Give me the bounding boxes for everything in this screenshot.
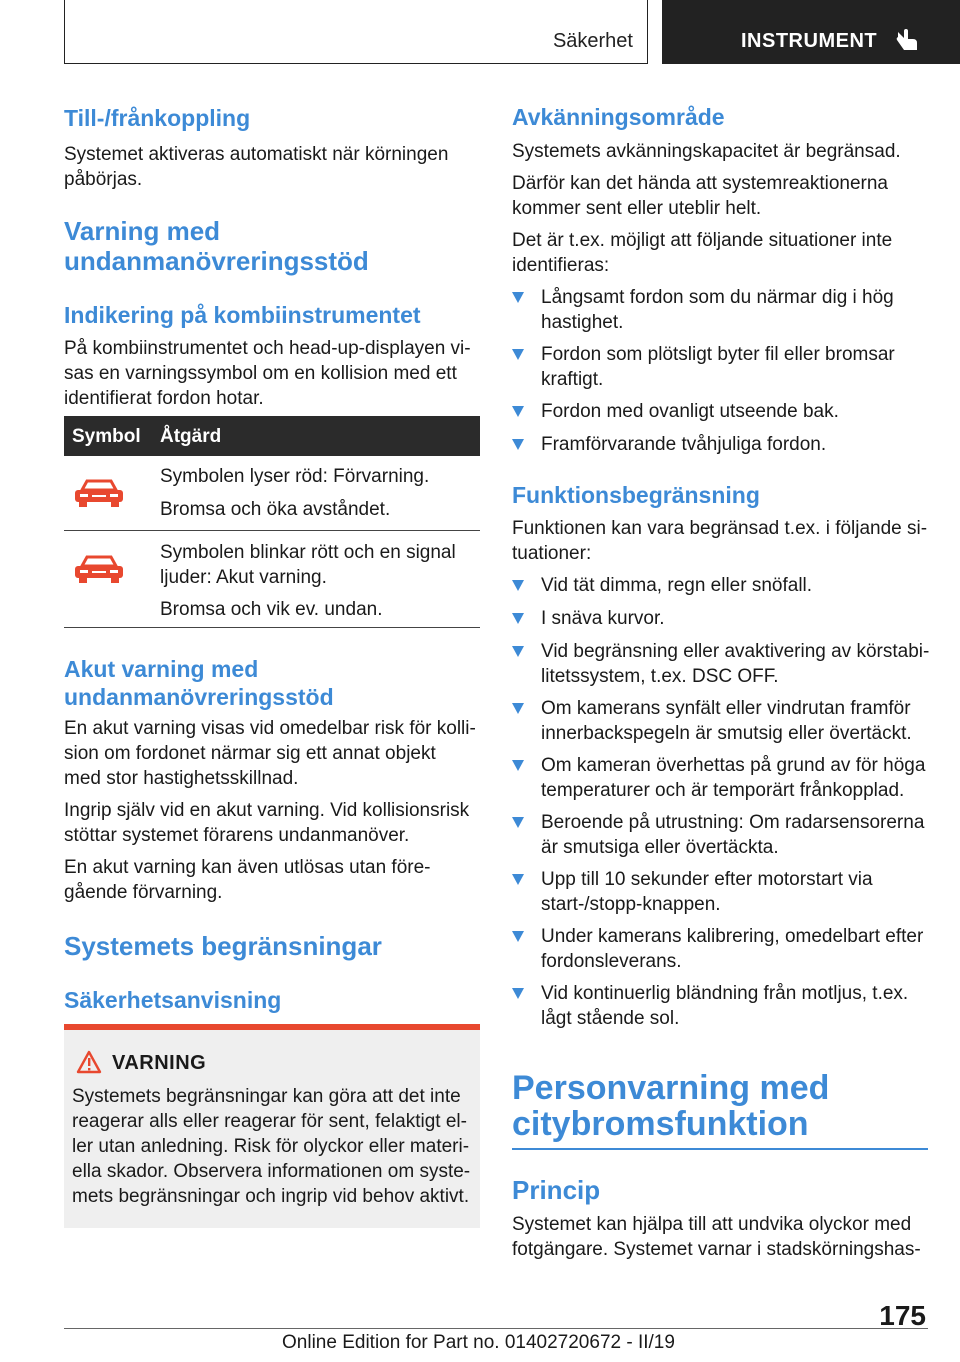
paragraph-akut-2a: Ingrip själv vid en akut varning. Vid kollisionsrisk [64, 800, 470, 821]
list-item-line: Vid kontinuerlig bländning från motljus, t.ex. [541, 983, 909, 1004]
bullet-triangle-icon [512, 349, 524, 360]
symbol-table-header [64, 416, 480, 456]
list-item-line: Beroende på utrustning: Om radarsensorerna [541, 812, 925, 833]
list-item-line: Om kamerans synfält eller vindrutan framför [541, 698, 911, 719]
paragraph-funk-b: tuationer: [512, 543, 592, 564]
list-item-line: Fordon med ovanligt utseende bak. [541, 401, 839, 422]
header-section-title: Säkerhet [552, 30, 633, 52]
paragraph-avk-3b: identifieras: [512, 255, 610, 276]
car-warning-flashing-icon [72, 554, 126, 584]
list-item-line: temperaturer och är temporärt frånkopplad. [541, 780, 905, 801]
paragraph-avk-2b: kommer sent eller uteblir helt. [512, 198, 762, 219]
list-item-line: Under kamerans kalibrering, omedelbart efter [541, 926, 924, 947]
paragraph-indikering-line2: sas en varningssymbol om en kollision med ett [64, 363, 457, 384]
paragraph-princip-a: Systemet kan hjälpa till att undvika olyckor med [512, 1214, 912, 1235]
warning-line3: ler utan anledning. Risk för olyckor eller materi- [72, 1136, 470, 1157]
list-item-line: Vid tät dimma, regn eller snöfall. [541, 575, 813, 596]
list-item-line: litetssystem, t.ex. DSC OFF. [541, 666, 779, 687]
bullet-triangle-icon [512, 760, 524, 771]
warning-line1: Systemets begränsningar kan göra att det inte [72, 1086, 461, 1107]
paragraph-akut-3b: gående förvarning. [64, 882, 223, 903]
heading-funktionsbegransning: Funktionsbegränsning [512, 482, 760, 508]
list-item-line: hastighet. [541, 312, 624, 333]
paragraph-akut-2b: stöttar systemet förarens undanmanöver. [64, 825, 410, 846]
heading-personvarning-line2: citybromsfunktion [512, 1105, 809, 1143]
bullet-triangle-icon [512, 292, 524, 303]
bullet-triangle-icon [512, 817, 524, 828]
bullet-triangle-icon [512, 988, 524, 999]
table-bottom-line [64, 627, 480, 628]
heading-varning-line1: Varning med [64, 216, 221, 246]
bullet-triangle-icon [512, 406, 524, 417]
header-section-box [64, 0, 648, 64]
bullet-triangle-icon [512, 613, 524, 624]
warning-line4: ella skador. Observera informationen om syste- [72, 1161, 471, 1182]
list-item-line: fordonsleverans. [541, 951, 682, 972]
heading-sakerhetsanvisning: Säkerhetsanvisning [64, 987, 282, 1013]
table-row1-line1: Symbolen lyser röd: Förvarning. [160, 466, 430, 487]
heading-varning-line2: undanmanövreringsstöd [64, 246, 369, 276]
heading-till-frankoppling: Till-/frånkoppling [64, 105, 251, 131]
heading-indikering: Indikering på kombiinstrumentet [64, 302, 421, 328]
bullet-triangle-icon [512, 439, 524, 450]
bullet-triangle-icon [512, 703, 524, 714]
list-item-line: Långsamt fordon som du närmar dig i hög [541, 287, 894, 308]
heading-akut-line1: Akut varning med [64, 656, 259, 682]
heading-avkanningsomrade: Avkänningsområde [512, 104, 725, 130]
paragraph-indikering-line1: På kombiinstrumentet och head-up-displayen vi- [64, 338, 471, 359]
bullet-triangle-icon [512, 646, 524, 657]
list-item-line: Vid begränsning eller avaktivering av körstabi- [541, 641, 930, 662]
bullet-triangle-icon [512, 580, 524, 591]
list-item-line: är smutsiga eller övertäckta. [541, 837, 779, 858]
car-warning-red-icon [72, 478, 126, 508]
bullet-triangle-icon [512, 874, 524, 885]
warning-line5: mets begränsningar och ingrip vid behov aktivt. [72, 1186, 470, 1207]
pointing-hand-icon [895, 26, 919, 52]
paragraph-akut-3a: En akut varning kan även utlösas utan före- [64, 857, 431, 878]
heading-akut-line2: undanmanövreringsstöd [64, 684, 334, 710]
table-row2-line1: Symbolen blinkar rött och en signal [160, 542, 456, 563]
warning-box [64, 1030, 480, 1228]
paragraph-princip-b: fotgängare. Systemet varnar i stadskörningshas- [512, 1239, 921, 1260]
warning-title: VARNING [112, 1052, 207, 1074]
table-row1-line2: Bromsa och öka avståndet. [160, 499, 391, 520]
paragraph-till-frankoppling: Systemet aktiveras automatiskt när körningen påbörjas. [64, 144, 449, 190]
list-item-line: innerbackspegeln är smutsig eller övertäckt. [541, 723, 912, 744]
paragraph-akut-1c: med stor hastighetsskillnad. [64, 768, 299, 789]
heading-princip: Princip [512, 1175, 601, 1205]
table-row2-line3: Bromsa och vik ev. undan. [160, 599, 383, 620]
paragraph-funk-a: Funktionen kan vara begränsad t.ex. i följande si- [512, 518, 928, 539]
list-item-line: lågt stående sol. [541, 1008, 680, 1029]
table-row2-line2: ljuder: Akut varning. [160, 567, 327, 588]
list-item-line: Framförvarande tvåhjuliga fordon. [541, 434, 827, 455]
warning-line2: reagerar alls eller reagerar för sent, felaktigt el- [72, 1111, 467, 1132]
header-chapter-tab [662, 0, 960, 64]
list-item-line: Om kameran överhettas på grund av för höga [541, 755, 926, 776]
list-item-line: Fordon som plötsligt byter fil eller bromsar [541, 344, 895, 365]
section-divider-blue [512, 1148, 928, 1150]
paragraph-akut-1b: sion om fordonet närmar sig ett annat objekt [64, 743, 436, 764]
list-item-line: kraftigt. [541, 369, 604, 390]
heading-personvarning-line1: Personvarning med [512, 1069, 830, 1107]
paragraph-indikering-line3: identifierat fordon hotar. [64, 388, 264, 409]
table-row-divider [64, 530, 480, 531]
paragraph-avk-2a: Därför kan det hända att systemreaktionerna [512, 173, 888, 194]
list-item-line: start-/stopp-knappen. [541, 894, 721, 915]
bullet-triangle-icon [512, 931, 524, 942]
list-item-line: Upp till 10 sekunder efter motorstart via [541, 869, 873, 890]
paragraph-akut-1a: En akut varning visas vid omedelbar risk för kolli- [64, 718, 476, 739]
table-col-action: Åtgärd [160, 426, 222, 447]
table-col-symbol: Symbol [72, 426, 141, 447]
warning-triangle-icon [76, 1050, 102, 1074]
paragraph-avk-3a: Det är t.ex. möjligt att följande situationer inte [512, 230, 893, 251]
header-chapter-title: INSTRUMENT [741, 30, 878, 52]
paragraph-avk-1: Systemets avkänningskapacitet är begränsad. [512, 141, 901, 162]
footer-divider [64, 1328, 928, 1329]
footer-edition: Online Edition for Part no. 01402720672 - II/19 [282, 1332, 675, 1353]
heading-systemets-begransningar: Systemets begränsningar [64, 931, 382, 961]
page-number: 175 [879, 1300, 926, 1331]
list-item-line: I snäva kurvor. [541, 608, 665, 629]
